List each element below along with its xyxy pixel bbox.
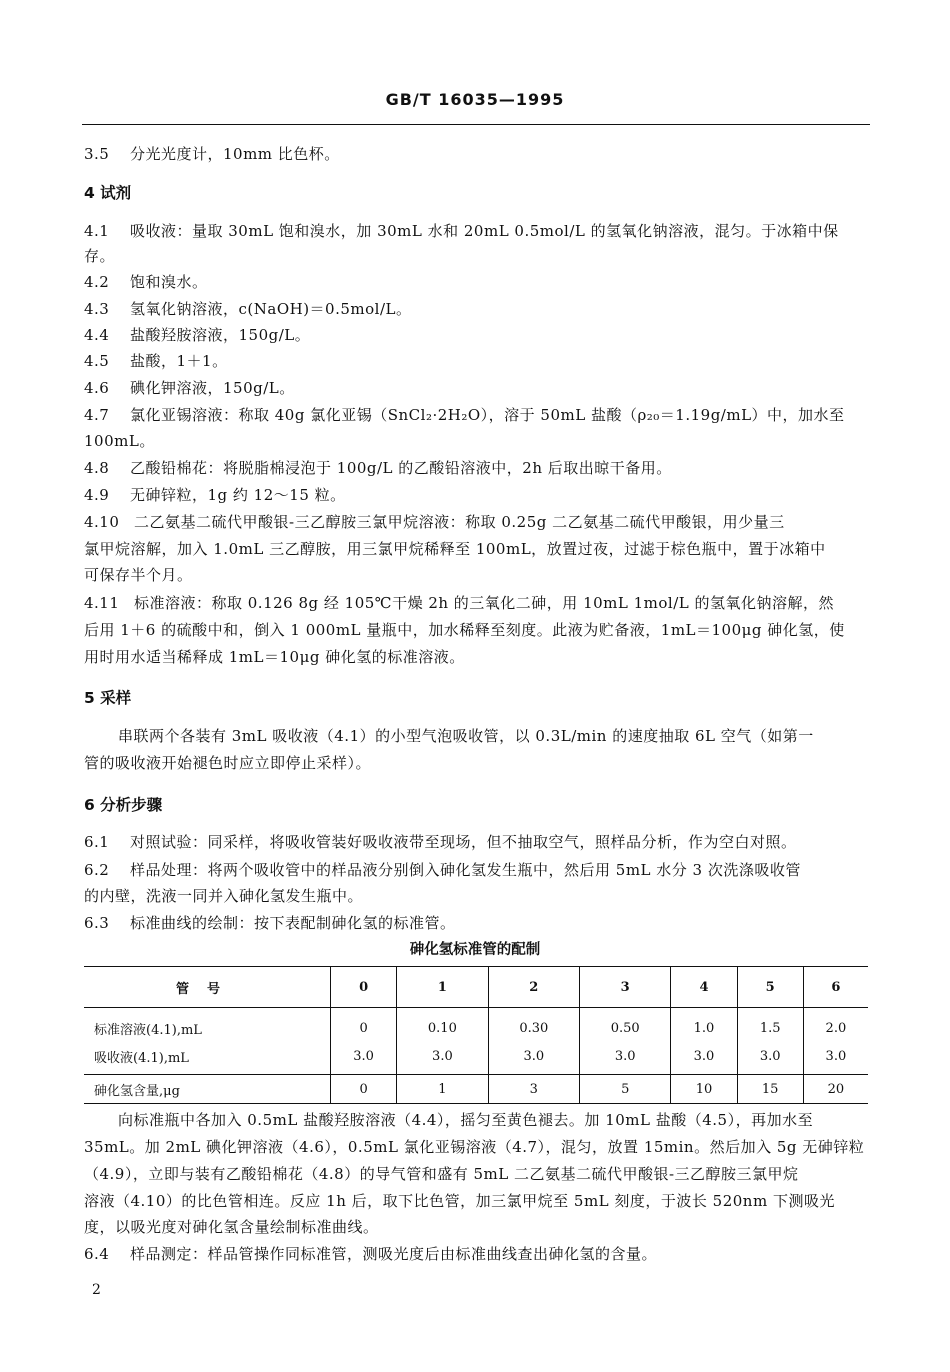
item-4-10-cont-1: 氯甲烷溶解，加入 1.0mL 三乙醇胺，用三氯甲烷稀释至 100mL，放置过夜，过滤于棕色瓶中，置于冰箱中 — [84, 540, 826, 558]
item-number: 4.8 — [84, 459, 110, 477]
table-row — [84, 1075, 868, 1104]
table-header-row — [84, 967, 868, 1008]
item-text: 氢氧化钠溶液，c(NaOH)＝0.5mol/L。 — [130, 300, 412, 318]
item-text: 盐酸，1＋1。 — [130, 352, 228, 370]
item-4-1-cont: 存。 — [84, 247, 116, 265]
item-4-11-cont-1: 后用 1＋6 的硫酸中和，倒入 1 000mL 量瓶中，加水稀释至刻度。此液为贮备液，1mL＝100μg 砷化氢，使 — [84, 621, 845, 639]
table-cell: 3.0 — [580, 1042, 671, 1075]
table-cell: 砷化氢含量,μg — [84, 1075, 331, 1104]
table-cell: 3.0 — [737, 1042, 803, 1075]
item-6-2-cont: 的内壁，洗液一同并入砷化氢发生瓶中。 — [84, 887, 364, 905]
item-text: 饱和溴水。 — [130, 273, 208, 291]
item-text: 无砷锌粒，1g 约 12～15 粒。 — [130, 486, 346, 504]
table-cell: 标准溶液(4.1),mL — [84, 1008, 331, 1043]
header-cell: 1 — [397, 967, 488, 1008]
header-cell: 2 — [488, 967, 579, 1008]
standard-code-header: GB/T 16035—1995 — [385, 90, 565, 109]
item-number: 6.4 — [84, 1245, 110, 1263]
header-cell: 管号 — [84, 967, 331, 1008]
table-cell: 2.0 — [803, 1008, 868, 1043]
item-4-9 — [84, 483, 874, 507]
item-4-4 — [84, 323, 874, 347]
table-cell: 0.10 — [397, 1008, 488, 1043]
header-cell: 6 — [803, 967, 868, 1008]
item-6-1 — [84, 830, 874, 854]
item-text: 吸收液：量取 30mL 饱和溴水，加 30mL 水和 20mL 0.5mol/L 的氢氧化钠溶液，混匀。于冰箱中保 — [130, 222, 839, 240]
header-cell: 5 — [737, 967, 803, 1008]
section-heading-5: 5 采样 — [84, 689, 132, 707]
item-text: 样品处理：将两个吸收管中的样品液分别倒入砷化氢发生瓶中，然后用 5mL 水分 3 次洗涤吸收管 — [130, 861, 801, 879]
procedure-paragraph-cont-3: 溶液（4.10）的比色管相连。反应 1h 后，取下比色管，加三氯甲烷至 5mL 刻度，于波长 520nm 下测吸光 — [84, 1192, 835, 1210]
item-4-7 — [84, 403, 874, 427]
item-4-8 — [84, 456, 874, 480]
item-6-4 — [84, 1242, 874, 1266]
sampling-paragraph: 串联两个各装有 3mL 吸收液（4.1）的小型气泡吸收管，以 0.3L/min 的速度抽取 6L 空气（如第一 — [118, 727, 814, 745]
item-number: 3.5 — [84, 145, 110, 163]
item-text: 对照试验：同采样，将吸收管装好吸收液带至现场，但不抽取空气，照样品分析，作为空白对照。 — [130, 833, 797, 851]
item-number: 6.1 — [84, 833, 110, 851]
table-cell: 10 — [671, 1075, 737, 1104]
item-4-10-cont-2: 可保存半个月。 — [84, 566, 193, 584]
header-cell: 4 — [671, 967, 737, 1008]
table-cell: 0.50 — [580, 1008, 671, 1043]
item-number: 6.2 — [84, 861, 110, 879]
table-row — [84, 1042, 868, 1075]
procedure-paragraph-cont-4: 度，以吸光度对砷化氢含量绘制标准曲线。 — [84, 1218, 379, 1236]
item-number: 6.3 — [84, 914, 110, 932]
procedure-paragraph-cont-2: （4.9），立即与装有乙酸铅棉花（4.8）的导气管和盛有 5mL 二乙氨基二硫代甲酸银-三乙醇胺三氯甲烷 — [84, 1165, 799, 1183]
item-text: 二乙氨基二硫代甲酸银-三乙醇胺三氯甲烷溶液：称取 0.25g 二乙氨基二硫代甲酸银，用少量三 — [134, 513, 785, 531]
item-4-6 — [84, 376, 874, 400]
item-number: 4.9 — [84, 486, 110, 504]
item-text: 样品测定：样品管操作同标准管，测吸光度后由标准曲线查出砷化氢的含量。 — [130, 1245, 658, 1263]
item-number: 4.1 — [84, 222, 110, 240]
table-row — [84, 1008, 868, 1043]
item-4-11 — [84, 591, 874, 615]
table-cell: 3.0 — [331, 1042, 397, 1075]
item-4-7-cont: 100mL。 — [84, 432, 155, 450]
table-cell: 3.0 — [397, 1042, 488, 1075]
item-number: 4.7 — [84, 406, 110, 424]
item-4-3 — [84, 297, 874, 321]
standard-tube-table — [84, 966, 868, 1104]
table-cell: 15 — [737, 1075, 803, 1104]
item-text: 标准溶液：称取 0.126 8g 经 105℃干燥 2h 的三氧化二砷，用 10mL 1mol/L 的氢氧化钠溶解，然 — [134, 594, 834, 612]
procedure-paragraph-cont-1: 35mL。加 2mL 碘化钾溶液（4.6），0.5mL 氯化亚锡溶液（4.7），混匀，放置 15min。然后加入 5g 无砷锌粒 — [84, 1138, 865, 1156]
item-number: 4.2 — [84, 273, 110, 291]
item-text: 氯化亚锡溶液：称取 40g 氯化亚锡（SnCl₂·2H₂O），溶于 50mL 盐酸（ρ₂₀＝1.19g/mL）中，加水至 — [130, 406, 845, 424]
section-heading-6: 6 分析步骤 — [84, 796, 163, 814]
table-cell: 1 — [397, 1075, 488, 1104]
table-cell: 5 — [580, 1075, 671, 1104]
item-4-2 — [84, 270, 874, 294]
item-number: 4.10 — [84, 513, 120, 531]
sampling-paragraph-cont: 管的吸收液开始褪色时应立即停止采样）。 — [84, 754, 372, 772]
table-cell: 1.5 — [737, 1008, 803, 1043]
item-6-2 — [84, 858, 874, 882]
item-4-11-cont-2: 用时用水适当稀释成 1mL＝10μg 砷化氢的标准溶液。 — [84, 648, 465, 666]
table-cell: 0 — [331, 1075, 397, 1104]
table-cell: 3 — [488, 1075, 579, 1104]
item-4-1 — [84, 219, 874, 243]
item-number: 4.11 — [84, 594, 120, 612]
table-cell: 3.0 — [671, 1042, 737, 1075]
item-4-10 — [84, 510, 874, 534]
item-4-5 — [84, 349, 874, 373]
item-3-5 — [84, 142, 874, 166]
header-cell: 3 — [580, 967, 671, 1008]
header-rule — [82, 124, 870, 125]
item-number: 4.6 — [84, 379, 110, 397]
item-6-3 — [84, 911, 874, 935]
item-text: 乙酸铅棉花：将脱脂棉浸泡于 100g/L 的乙酸铅溶液中，2h 后取出晾干备用。 — [130, 459, 672, 477]
table-title: 砷化氢标准管的配制 — [409, 941, 541, 958]
table-cell: 0 — [331, 1008, 397, 1043]
table-cell: 吸收液(4.1),mL — [84, 1042, 331, 1075]
item-number: 4.3 — [84, 300, 110, 318]
item-text: 分光光度计，10mm 比色杯。 — [130, 145, 340, 163]
item-number: 4.5 — [84, 352, 110, 370]
header-cell: 0 — [331, 967, 397, 1008]
table-cell: 3.0 — [488, 1042, 579, 1075]
item-text: 碘化钾溶液，150g/L。 — [130, 379, 295, 397]
item-number: 4.4 — [84, 326, 110, 344]
procedure-paragraph: 向标准瓶中各加入 0.5mL 盐酸羟胺溶液（4.4），摇匀至黄色褪去。加 10mL 盐酸（4.5），再加水至 — [118, 1111, 814, 1129]
item-text: 盐酸羟胺溶液，150g/L。 — [130, 326, 311, 344]
item-text: 标准曲线的绘制：按下表配制砷化氢的标准管。 — [130, 914, 456, 932]
page-number: 2 — [92, 1282, 101, 1298]
table-cell: 1.0 — [671, 1008, 737, 1043]
table-cell: 3.0 — [803, 1042, 868, 1075]
table-cell: 20 — [803, 1075, 868, 1104]
section-heading-4: 4 试剂 — [84, 184, 132, 202]
table-cell: 0.30 — [488, 1008, 579, 1043]
